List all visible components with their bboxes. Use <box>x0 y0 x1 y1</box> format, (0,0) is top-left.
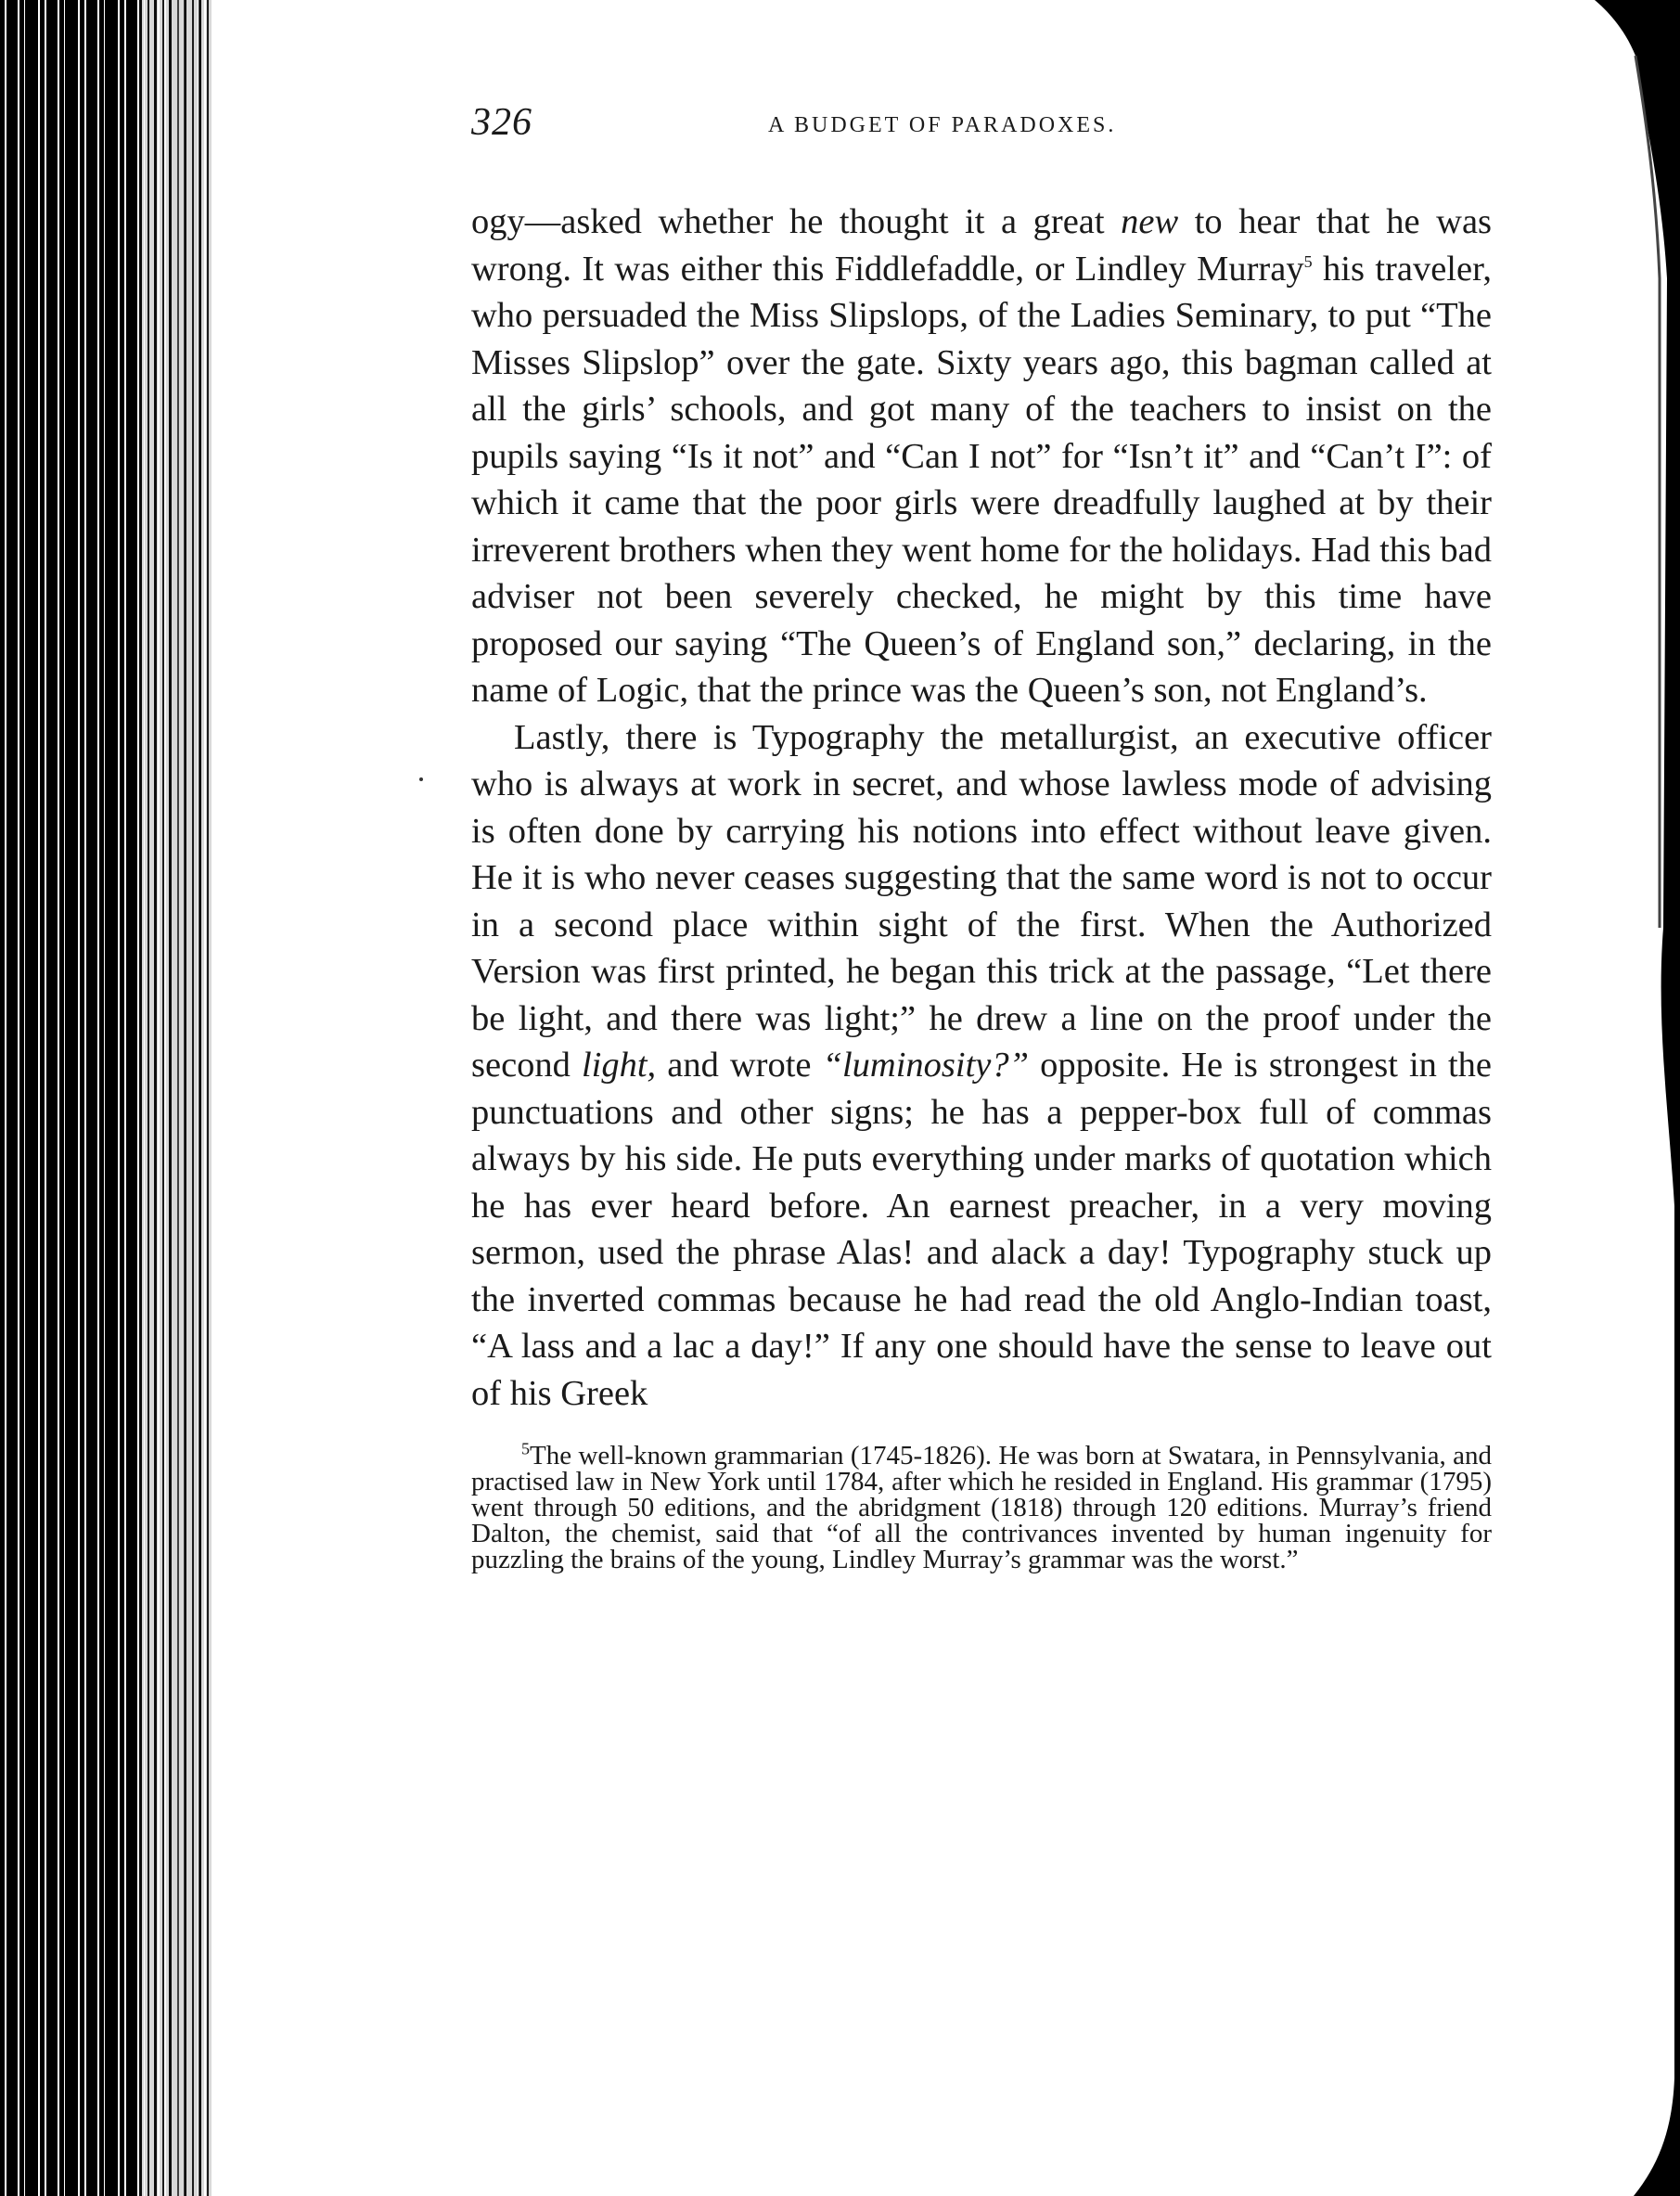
paragraph <box>471 199 1492 714</box>
running-head-title: A BUDGET OF PARADOXES. <box>768 113 1117 137</box>
text-segment: to hear that he was wrong. It was either this Fiddlefaddle, or Lindley Murray <box>471 202 1493 289</box>
footnote-marker: 5 <box>521 1439 530 1458</box>
paragraph <box>471 714 1492 1418</box>
footnote-ref: 5 <box>1303 251 1313 271</box>
body-text <box>471 199 1492 1417</box>
text-segment: Lastly, there is Typography the metallurgist, an executive officer who is always at work in secret, and whose lawless mode of advising is often done by carrying his notions into effect without leave given. He it is who never ceases suggesting that the same word is not to occur in a second place within sight of the first. When the Authorized Version was first printed, he began this trick at the passage, “Let there be light, and there was light;” he drew a line on the proof under the second <box>471 717 1492 1085</box>
text-segment: ogy—asked whether he thought it a great <box>471 202 1122 241</box>
book-page <box>471 100 1492 1573</box>
running-head <box>471 100 1492 165</box>
text-segment: opposite. He is strongest in the punctuations and other signs; he has a pepper-box full of commas always by his side. He puts everything under marks of quotation which he has ever heard before. An earnest preacher, in a very moving sermon, used the phrase Alas! and alack a day! Typography stuck up the inverted commas because he had read the old Anglo-Indian toast, “A lass and a lac a day!” If any one should have the sense to leave out of his Greek <box>471 1046 1492 1413</box>
text-segment: light, <box>581 1046 657 1085</box>
book-gutter-left-fade <box>139 0 213 2196</box>
text-segment: new <box>1121 202 1179 241</box>
footnote-text: The well-known grammarian (1745-1826). He was born at Swatara, in Pennsylvania, and practised law in New York until 1784, after which he resided in England. His grammar (1795) went through 50 editions, and the abridgment (1818) through 120 editions. Murray’s friend Dalton, the chemist, said that “of all the contrivances invented by human ingenuity for puzzling the brains of the young, Lindley Murray’s grammar was the worst.” <box>471 1441 1492 1574</box>
footnote <box>471 1439 1492 1574</box>
stray-mark <box>419 777 423 781</box>
text-segment: his traveler, who persuaded the Miss Slipslops, of the Ladies Seminary, to put “The Misses Slipslop” over the gate. Sixty years ago, this bagman called at all the girls’ schools, and got many of the teachers to insist on the pupils saying “Is it not” and “Can I not” for “Isn’t it” and “Can’t I”: of which it came that the poor girls were dreadfully laughed at by their irreverent brothers when they went home for the holidays. Had this bad adviser not been severely checked, he might by this time have proposed our saying “The Queen’s of England son,” declaring, in the name of Logic, that the prince was the Queen’s son, not England’s. <box>471 249 1492 710</box>
text-segment: and wrote <box>656 1046 823 1085</box>
page-number: 326 <box>471 101 532 144</box>
text-segment: “luminosity?” <box>822 1046 1030 1085</box>
page-edge-right <box>1578 0 1680 2196</box>
page-edge-shadow <box>1578 0 1680 2196</box>
